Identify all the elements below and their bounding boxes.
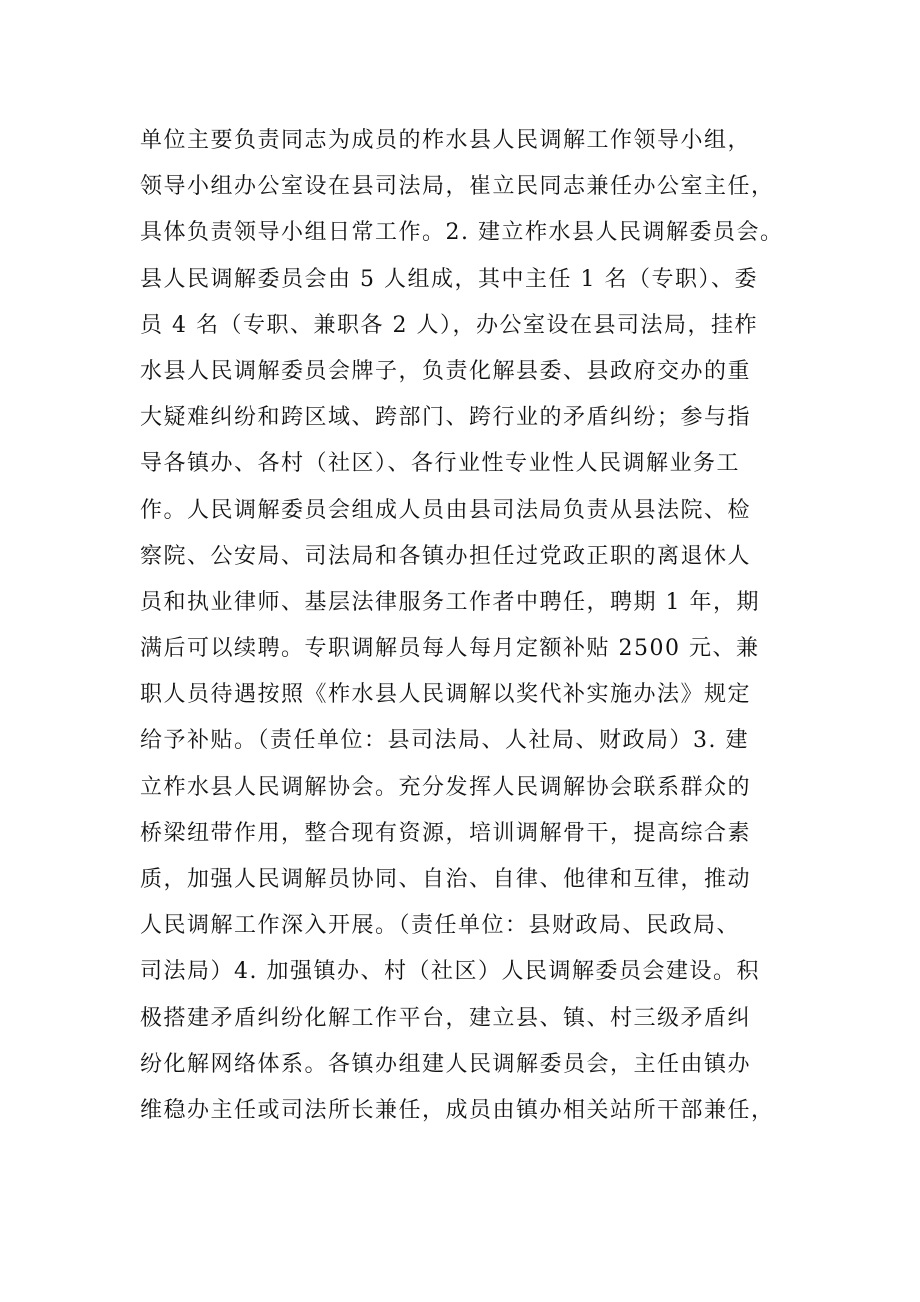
- text-line: 司法局）4. 加强镇办、村（社区）人民调解委员会建设。积: [140, 959, 760, 985]
- text-line: 满后可以续聘。专职调解员每人每月定额补贴 2500 元、兼: [140, 636, 760, 662]
- text-line: 纷化解网络体系。各镇办组建人民调解委员会，主任由镇办: [140, 1051, 752, 1077]
- text-line: 领导小组办公室设在县司法局，崔立民同志兼任办公室主任，: [140, 174, 775, 200]
- body-text: [140, 118, 800, 1134]
- text-line: 质，加强人民调解员协同、自治、自律、他律和互律，推动: [140, 867, 752, 892]
- text-line: 人民调解工作深入开展。（责任单位：县财政局、民政局、: [140, 913, 741, 939]
- text-line: 员 4 名（专职、兼职各 2 人），办公室设在县司法局，挂柞: [140, 312, 758, 338]
- text-line: 极搭建矛盾纠纷化解工作平台，建立县、镇、村三级矛盾纠: [140, 1005, 752, 1031]
- text-line: 导各镇办、各村（社区）、各行业性专业性人民调解业务工: [140, 451, 741, 477]
- text-line: 给予补贴。（责任单位：县司法局、人社局、财政局）3. 建: [140, 728, 749, 754]
- text-line: 察院、公安局、司法局和各镇办担任过党政正职的离退休人: [140, 543, 752, 569]
- text-line: 员和执业律师、基层法律服务工作者中聘任，聘期 1 年，期: [140, 589, 760, 615]
- text-line: 大疑难纠纷和跨区域、跨部门、跨行业的矛盾纠纷；参与指: [140, 405, 752, 431]
- text-line: 维稳办主任或司法所长兼任，成员由镇办相关站所干部兼任，: [140, 1097, 775, 1123]
- text-line: 桥梁纽带作用，整合现有资源，培训调解骨干，提高综合素: [140, 820, 752, 846]
- text-line: 立柞水县人民调解协会。充分发挥人民调解协会联系群众的: [140, 774, 752, 800]
- text-line: 作。人民调解委员会组成人员由县司法局负责从县法院、检: [140, 497, 752, 523]
- text-line: 具体负责领导小组日常工作。2. 建立柞水县人民调解委员会。: [140, 220, 784, 246]
- text-line: 县人民调解委员会由 5 人组成，其中主任 1 名（专职）、委: [140, 266, 758, 292]
- text-line: 职人员待遇按照《柞水县人民调解以奖代补实施办法》规定: [140, 682, 752, 708]
- text-line: 单位主要负责同志为成员的柞水县人民调解工作领导小组，: [140, 128, 752, 153]
- text-line: 水县人民调解委员会牌子，负责化解县委、县政府交办的重: [140, 358, 752, 384]
